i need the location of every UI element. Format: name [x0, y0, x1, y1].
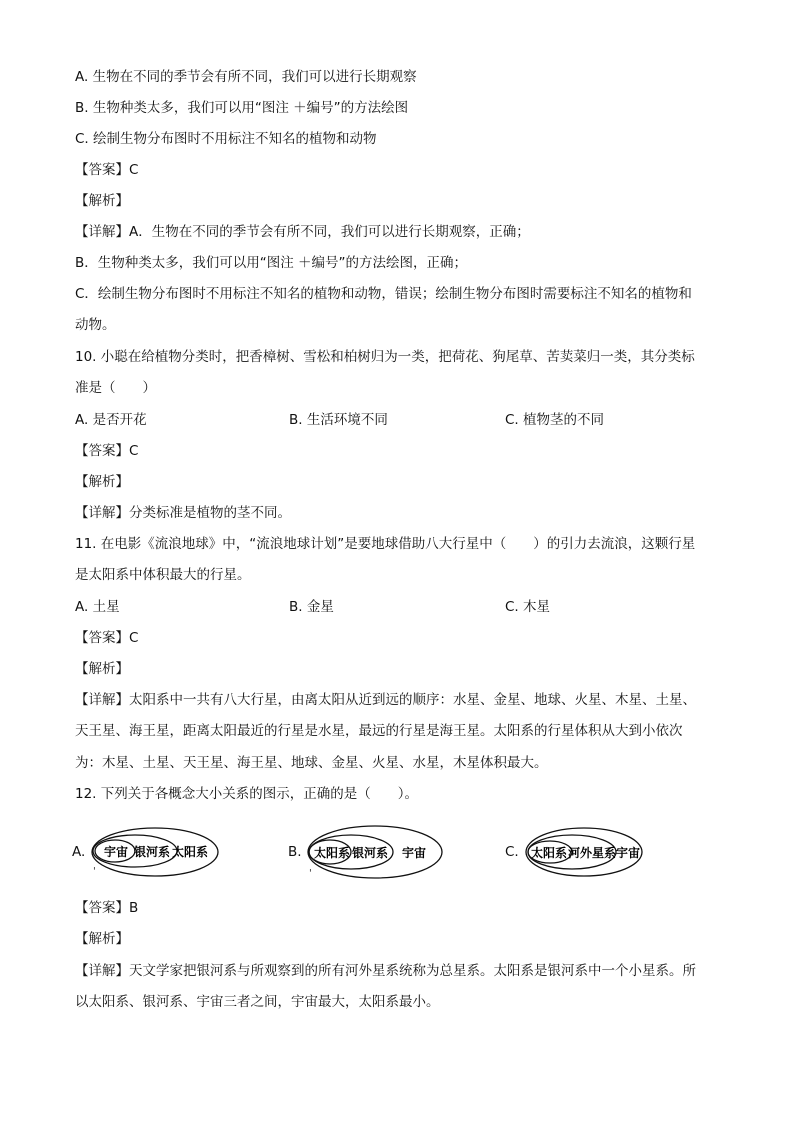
q11-option-c: C. 木星 [505, 599, 551, 615]
q11-answer: 【答案】C [75, 630, 139, 646]
q12-detail-line-1: 【详解】天文学家把银河系与所观察到的所有河外星系统称为总星系。太阳系是银河系中一个小星系。所 [75, 963, 696, 979]
diagram-c-inner-label: 太阳系 [531, 846, 568, 860]
q12-detail-line-2: 以太阳系、银河系、宇宙三者之间，宇宙最大，太阳系最小。 [75, 994, 440, 1010]
q12-diagram-a [90, 826, 220, 882]
q9-option-b: B. 生物种类太多，我们可以用“图注 ＋编号”的方法绘图 [75, 100, 409, 116]
q9-option-a: A. 生物在不同的季节会有所不同，我们可以进行长期观察 [75, 69, 417, 85]
q9-detail-line-3: C．绘制生物分布图时不用标注不知名的植物和动物，错误；绘制生物分布图时需要标注不知名的植物和 [75, 286, 692, 302]
q12-diagram-b-mark: ' [309, 868, 312, 879]
q10-answer: 【答案】C [75, 443, 139, 459]
q11-stem-line-2: 是太阳系中体积最大的行星。 [75, 567, 251, 583]
q11-stem-line-1: 11. 在电影《流浪地球》中，“流浪地球计划”是要地球借助八大行星中（ ）的引力去流浪，这颗行星 [75, 536, 696, 552]
q12-option-a-label: A. [72, 844, 86, 860]
q12-option-b-label: B. [288, 844, 302, 860]
q11-option-b: B. 金星 [289, 599, 334, 615]
diagram-a-middle-label: 银河系 [134, 845, 171, 859]
diagram-a-inner-label: 宇宙 [104, 845, 129, 859]
q11-detail-line-3: 为：木星、土星、天王星、海王星、地球、金星、火星、水星，木星体积最大。 [75, 755, 548, 771]
q9-option-c: C. 绘制生物分布图时不用标注不知名的植物和动物 [75, 131, 377, 147]
q12-diagram-c [524, 826, 644, 882]
q12-diagram-b [306, 824, 444, 884]
diagram-c-middle-label: 河外星系 [568, 846, 617, 860]
q10-option-a: A. 是否开花 [75, 412, 147, 428]
q11-detail-line-2: 天王星、海王星，距离太阳最近的行星是水星，最远的行星是海王星。太阳系的行星体积从大到小依次 [75, 723, 683, 739]
diagram-b-middle-label: 银河系 [352, 846, 389, 860]
q12-stem-line-1: 12. 下列关于各概念大小关系的图示，正确的是（ ）。 [75, 786, 419, 802]
q10-stem-line-1: 10. 小聪在给植物分类时，把香樟树、雪松和柏树归为一类，把荷花、狗尾草、苦荬菜归一类，其分类标 [75, 349, 695, 365]
q9-detail-line-2: B．生物种类太多，我们可以用“图注 ＋编号”的方法绘图，正确； [75, 255, 468, 271]
q11-option-a: A. 土星 [75, 599, 120, 615]
q10-stem-line-2: 准是（ ） [75, 380, 156, 396]
diagram-b-inner-label: 太阳系 [314, 846, 351, 860]
q12-option-c-label: C. [505, 844, 519, 860]
q12-analysis-label: 【解析】 [75, 931, 129, 947]
diagram-a-outer-label: 太阳系 [172, 845, 209, 859]
q12-answer: 【答案】B [75, 900, 139, 916]
q10-option-b: B. 生活环境不同 [289, 412, 388, 428]
q10-analysis-label: 【解析】 [75, 474, 129, 490]
q10-option-c: C. 植物茎的不同 [505, 412, 605, 428]
q9-detail-line-4: 动物。 [75, 317, 116, 333]
q12-diagram-a-mark: ' [93, 866, 96, 877]
q11-detail-line-1: 【详解】太阳系中一共有八大行星，由离太阳从近到远的顺序：水星、金星、地球、火星、木星、土星、 [75, 692, 696, 708]
q9-analysis-label: 【解析】 [75, 193, 129, 209]
q10-detail-line-1: 【详解】分类标准是植物的茎不同。 [75, 505, 291, 521]
q11-analysis-label: 【解析】 [75, 661, 129, 677]
q9-detail-line-1: 【详解】A．生物在不同的季节会有所不同，我们可以进行长期观察，正确； [75, 224, 530, 240]
diagram-c-outer-label: 宇宙 [616, 846, 641, 860]
q9-answer: 【答案】C [75, 162, 139, 178]
diagram-b-outer-label: 宇宙 [402, 846, 427, 860]
